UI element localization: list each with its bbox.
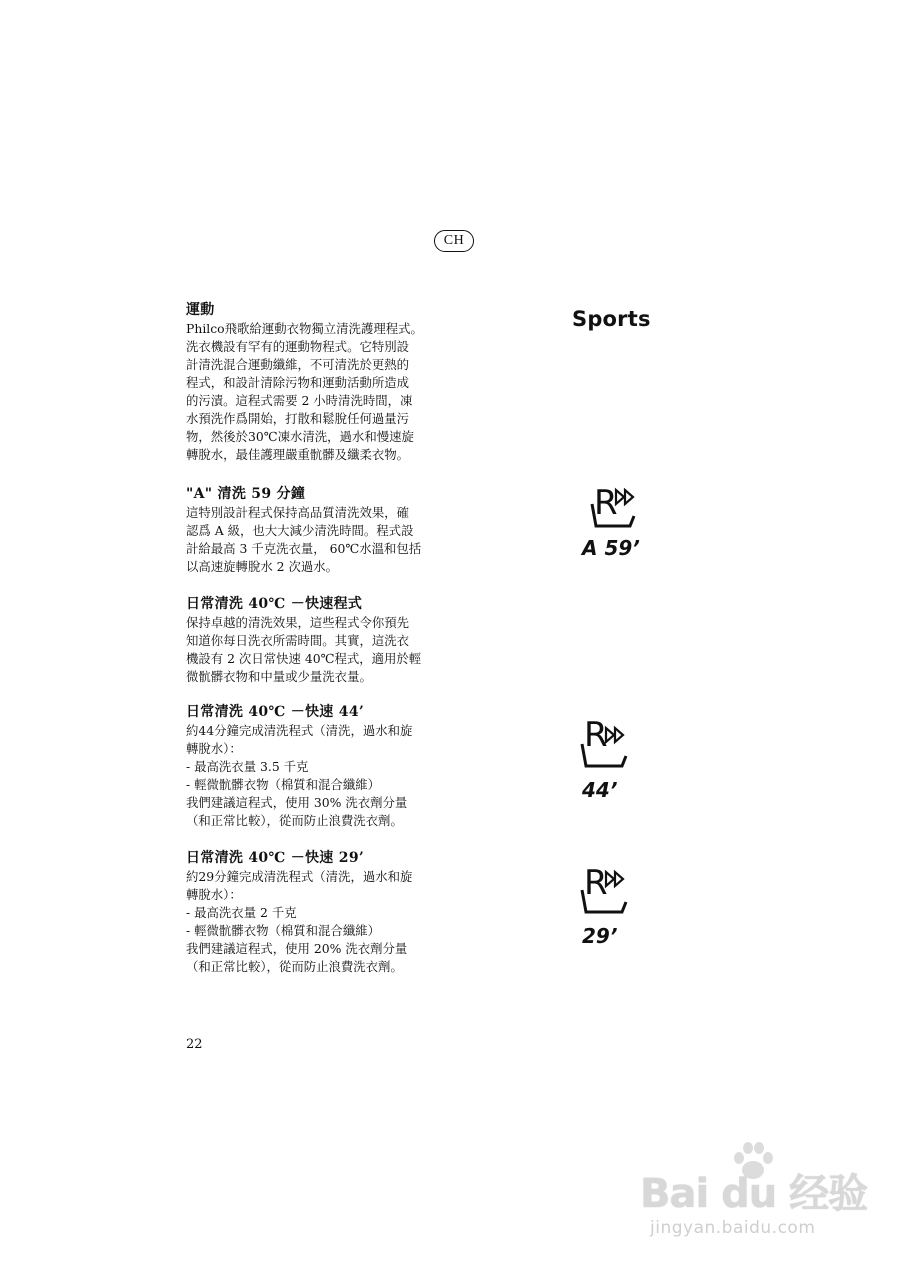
section-title: 運動 [186,302,215,318]
body-line: 轉脫水，最佳護理嚴重骯髒及纖柔衣物。 [186,447,410,462]
body-line: 我們建議這程式，使用 30% 洗衣劑分量 [186,795,408,810]
body-line: 約44分鐘完成清洗程式（清洗，過水和旋 [186,723,413,738]
body-line: 這特別設計程式保持高品質清洗效果，確 [186,505,410,520]
section-body [186,614,436,686]
body-line: - 最高洗衣量 2 千克 [186,905,297,920]
region-badge: CH [434,230,474,252]
body-line: 機設有 2 次日常快速 40℃程式，適用於輕 [186,651,422,666]
body-line: - 輕微骯髒衣物（棉質和混合纖維） [186,777,380,792]
body-line: 約29分鐘完成清洗程式（清洗，過水和旋 [186,869,413,884]
icon-letter: R [594,483,618,523]
body-line: 認爲 A 級，也大大減少清洗時間。程式設 [186,523,414,538]
icon-letter: R [584,715,608,755]
watermark-logo: Bai du 经验 [640,1171,868,1217]
body-line: 以高速旋轉脫水 2 次過水。 [186,559,339,574]
body-line: （和正常比較），從而防止浪費洗衣劑。 [186,959,403,974]
body-line: Philco飛歌給運動衣物獨立清洗護理程式。 [186,321,423,336]
body-line: 水預洗作爲開始，打散和鬆脫任何過量污 [186,411,410,426]
body-line: 保持卓越的清洗效果，這些程式令你預先 [186,615,410,630]
section-body [186,722,436,830]
body-line: - 最高洗衣量 3.5 千克 [186,759,309,774]
section-quick-29 [186,848,436,976]
program-icon-44 [580,712,660,806]
watermark-url: jingyan.baidu.com [650,1218,816,1238]
program-icon-29 [580,860,660,954]
section-title: 日常清洗 40℃ －快速 29’ [186,850,365,866]
body-line: （和正常比較），從而防止浪費洗衣劑。 [186,813,403,828]
body-line: 物，然後於30℃凍水清洗，過水和慢速旋 [186,429,414,444]
section-title: "A" 清洗 59 分鐘 [186,486,306,502]
section-sports [186,300,436,464]
body-line: 程式，和設計清除污物和運動活動所造成 [186,375,410,390]
body-line: 的污漬。這程式需要 2 小時清洗時間，凍 [186,393,413,408]
section-title: 日常清洗 40℃ －快速 44’ [186,704,365,720]
program-icon-a59 [580,480,660,574]
body-line: 計給最高 3 千克洗衣量， 60℃水溫和包括 [186,541,422,556]
sports-label: Sports [572,307,651,331]
body-line: 洗衣機設有罕有的運動物程式。它特別設 [186,339,410,354]
body-line: 計清洗混合運動纖維，不可清洗於更熱的 [186,357,410,372]
section-title: 日常清洗 40℃ －快速程式 [186,596,363,612]
section-body [186,504,436,576]
body-line: 微骯髒衣物和中量或少量洗衣量。 [186,669,372,684]
page-number: 22 [186,1037,203,1052]
body-line: 知道你每日洗衣所需時間。其實，這洗衣 [186,633,410,648]
section-a59 [186,484,436,576]
icon-caption: 44’ [582,778,618,802]
icon-letter: R [584,863,608,903]
section-body [186,320,436,464]
body-line: 轉脫水）： [186,887,242,902]
icon-caption: A 59’ [582,536,640,560]
watermark [640,1140,880,1250]
section-quick-44 [186,702,436,830]
body-line: 我們建議這程式，使用 20% 洗衣劑分量 [186,941,408,956]
body-line: - 輕微骯髒衣物（棉質和混合纖維） [186,923,380,938]
section-body [186,868,436,976]
body-line: 轉脫水）： [186,741,242,756]
icon-caption: 29’ [582,924,618,948]
section-daily-quick [186,594,436,686]
